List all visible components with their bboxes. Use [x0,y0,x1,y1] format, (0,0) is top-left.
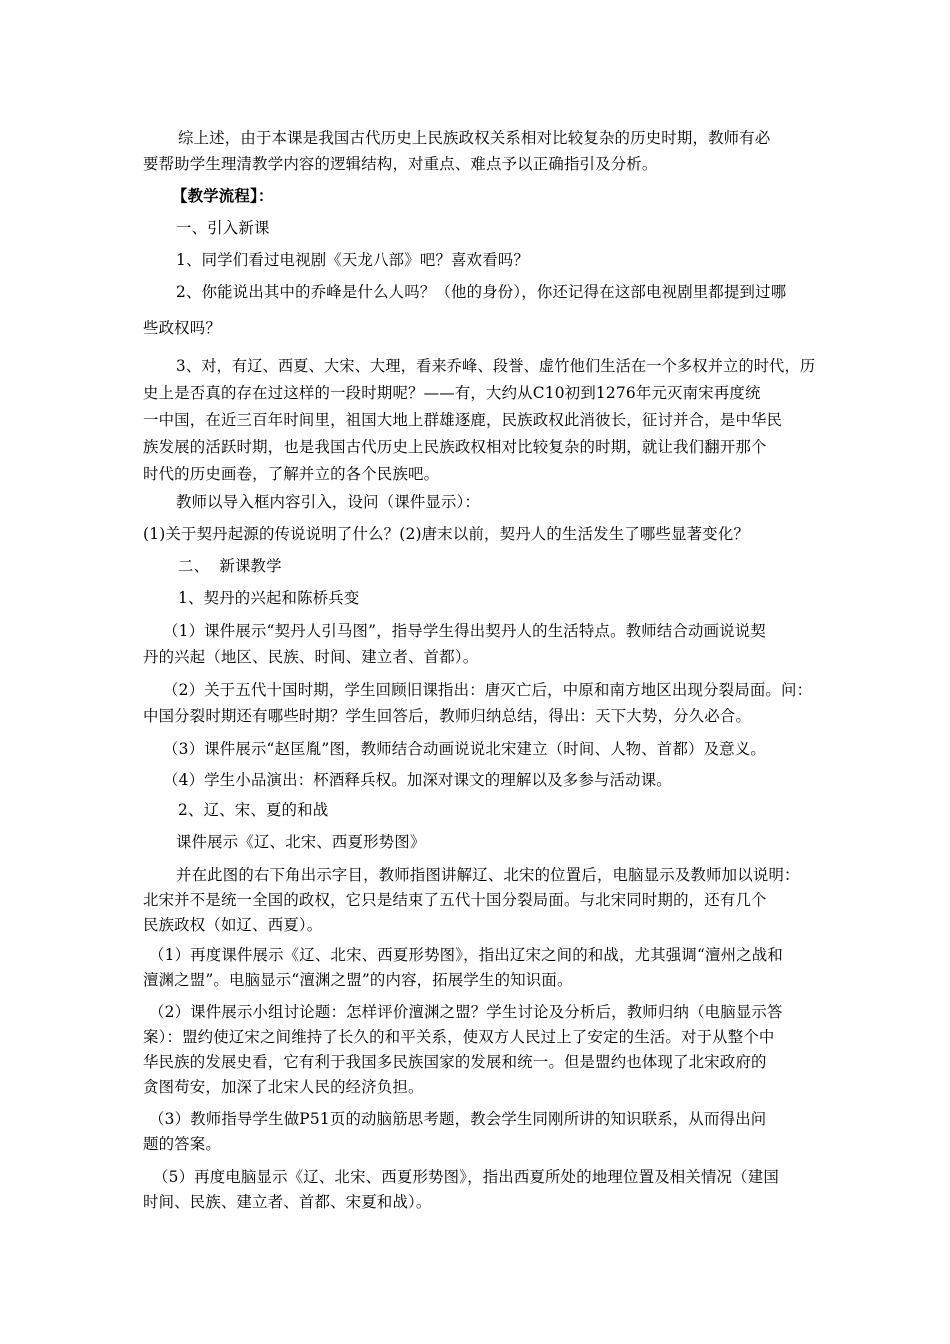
paragraph-line: 课件展示《辽、北宋、西夏形势图》 [176,833,426,851]
paragraph-line: （5）再度电脑显示《辽、北宋、西夏形势图》，指出西夏所处的地理位置及相关情况（建国 [153,1168,779,1186]
paragraph-line: 题的答案。 [143,1135,221,1153]
paragraph-line: 3、对，有辽、西夏、大宋、大理，看来乔峰、段誉、虚竹他们生活在一个多权并立的时代，历 [176,357,816,375]
paragraph-line: 时间、民族、建立者、首都、宋夏和战）。 [143,1193,432,1211]
paragraph-line: 中国分裂时期还有哪些时期？学生回答后，教师归纳总结，得出：天下大势，分久必合。 [143,707,752,725]
paragraph-line: 丹的兴起（地区、民族、时间、建立者、首都）。 [143,648,479,666]
paragraph-line: 综上述，由于本课是我国古代历史上民族政权关系相对比较复杂的历史时期，教师有必 [178,129,771,147]
section-heading: 一、引入新课 [176,219,270,237]
paragraph-line: 华民族的发展史看，它有利于我国多民族国家的发展和统一。但是盟约也体现了北宋政府的 [143,1053,767,1071]
paragraph-line: 时代的历史画卷，了解并立的各个民族吧。 [143,465,440,483]
paragraph-line: 贪图苟安，加深了北宋人民的经济负担。 [143,1078,424,1096]
paragraph-line: (1)关于契丹起源的传说说明了什么？(2)唐末以前，契丹人的生活发生了哪些显著变化？ [143,525,750,543]
paragraph-line: 民族政权（如辽、西夏）。 [143,916,323,934]
subsection-heading: 1、契丹的兴起和陈桥兵变 [178,589,360,607]
paragraph-line: （2）关于五代十国时期，学生回顾旧课指出：唐灭亡后，中原和南方地区出现分裂局面。问： [163,681,813,699]
paragraph-line: （3）教师指导学生做P51页的动脑筋思考题，教会学生同刚所讲的知识联系，从而得出问 [149,1110,767,1128]
paragraph-line: 一中国，在近三百年时间里，祖国大地上群雄逐鹿，民族政权此消彼长，征讨并合，是中华民 [143,411,783,429]
section-heading: 二、 新课教学 [178,557,282,575]
paragraph-line: 案）：盟约使辽宋之间维持了长久的和平关系，使双方人民过上了安定的生活。对于从整个中 [143,1028,775,1046]
subsection-heading: 2、辽、宋、夏的和战 [178,801,329,819]
paragraph-line: 教师以导入框内容引入，设问（课件显示）： [176,493,481,511]
paragraph-line: 史上是否真的存在过这样的一段时期呢？——有，大约从C10初到1276年元灭南宋再度统 [143,384,761,402]
paragraph-line: （2）课件展示小组讨论题：怎样评价澶渊之盟？学生讨论及分析后，教师归纳（电脑显示答 [149,1003,783,1021]
paragraph-line: （1）再度课件展示《辽、北宋、西夏形势图》，指出辽宋之间的和战，尤其强调“澶州之战和 [149,946,783,964]
paragraph-line: 北宋并不是统一全国的政权，它只是结束了五代十国分裂局面。与北宋同时期的，还有几个 [143,891,767,909]
paragraph-line: 并在此图的右下角出示字目，教师指图讲解辽、北宋的位置后，电脑显示及教师加以说明： [176,866,800,884]
paragraph-line: （3）课件展示“赵匡胤”图，教师结合动画说说北宋建立（时间、人物、首都）及意义。 [163,740,766,758]
paragraph-line: 要帮助学生理清教学内容的逻辑结构，对重点、难点予以正确指引及分析。 [143,155,658,173]
paragraph-line: （4）学生小品演出：杯酒释兵权。加深对课文的理解以及多参与活动课。 [163,771,672,789]
paragraph-line: 族发展的活跃时期，也是我国古代历史上民族政权相对比较复杂的时期，就让我们翻开那个 [143,438,767,456]
paragraph-line: 1、同学们看过电视剧《天龙八部》吧？喜欢看吗？ [176,251,529,269]
paragraph-line: （1）课件展示“契丹人引马图”，指导学生得出契丹人的生活特点。教师结合动画说说契 [163,622,766,640]
paragraph-line: 澶渊之盟”。电脑显示“澶渊之盟”的内容，拓展学生的知识面。 [143,971,573,989]
section-heading: 【教学流程】： [172,187,274,205]
paragraph-line: 些政权吗？ [143,319,221,337]
paragraph-line: 2、你能说出其中的乔峰是什么人吗？（他的身份），你还记得在这部电视剧里都提到过哪 [176,283,787,301]
